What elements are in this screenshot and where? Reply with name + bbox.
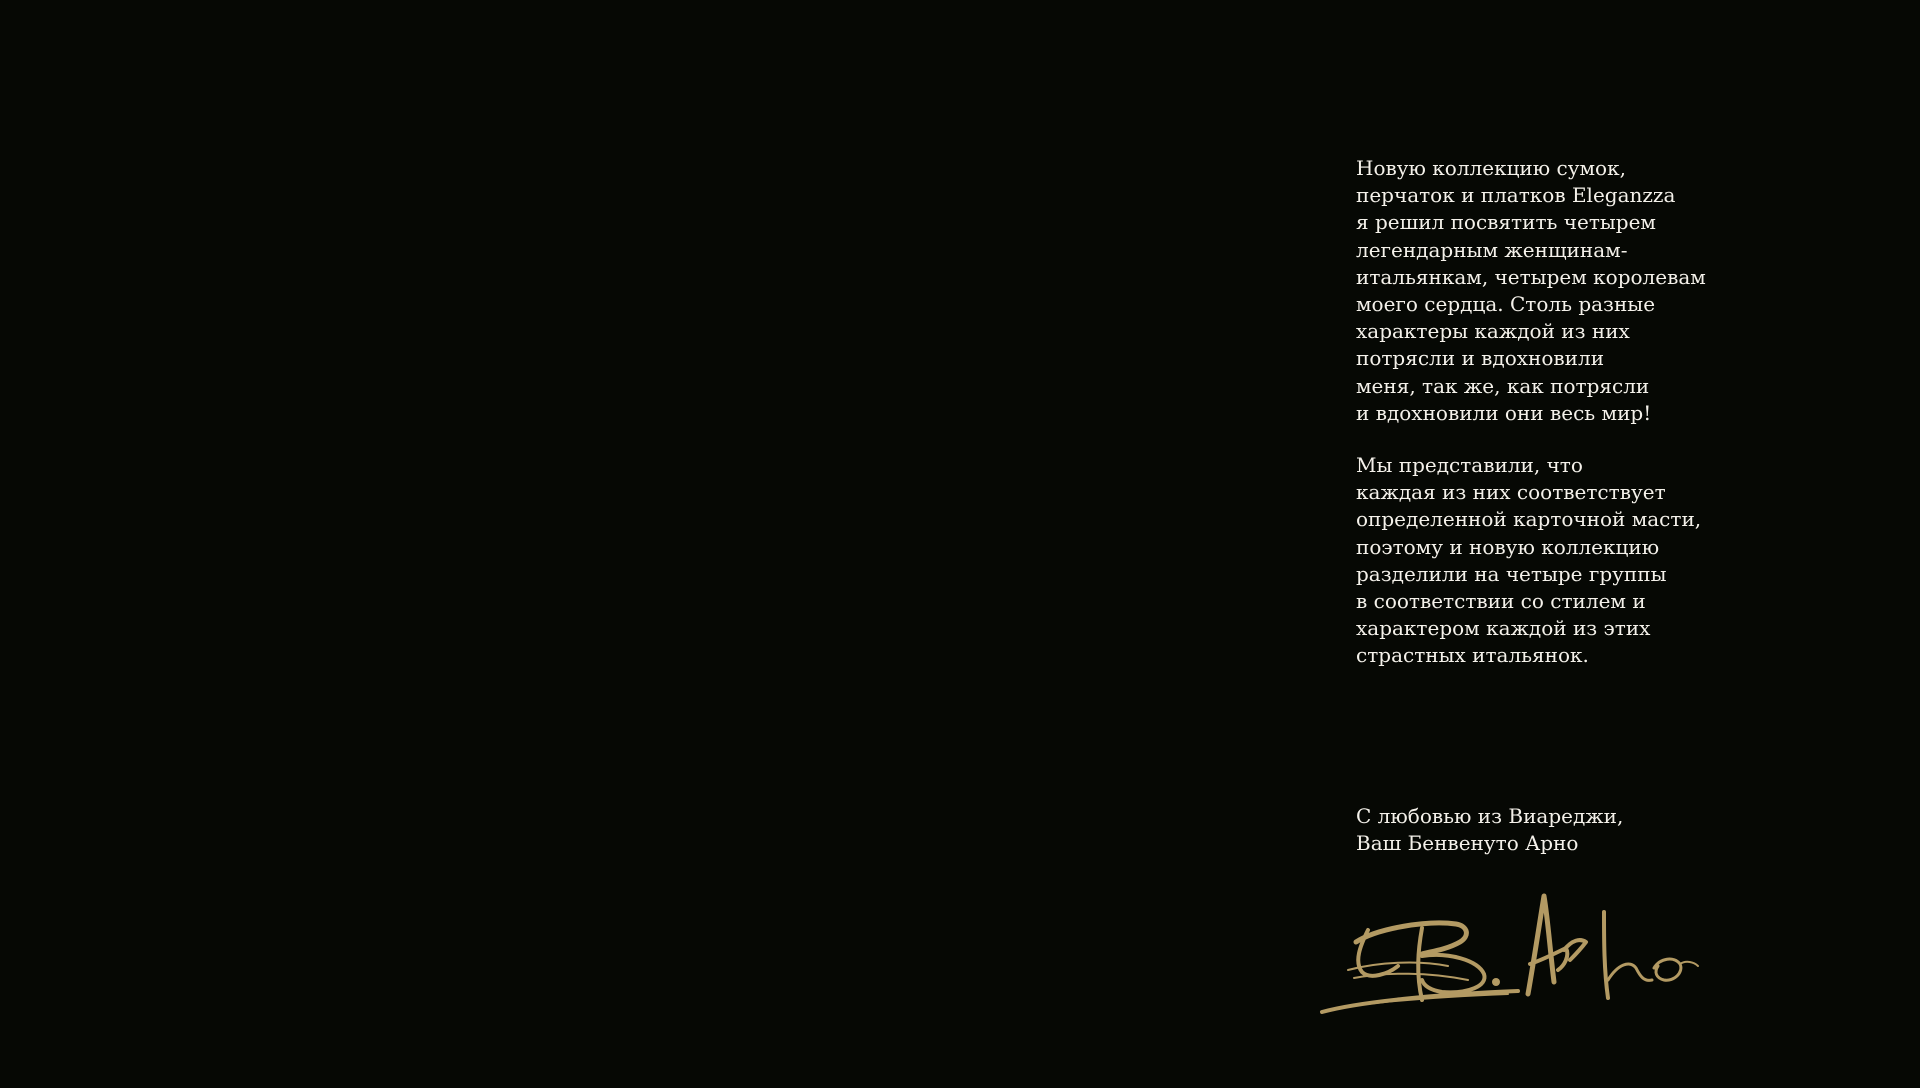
paragraph-line: итальянкам, четырем королевам [1356,264,1706,289]
signature-stroke [1358,930,1398,976]
paragraph-line: потрясли и вдохновили [1356,346,1605,371]
signature-stroke [1528,896,1554,994]
signature-stroke [1604,912,1608,998]
paragraph-line: разделили на четыре группы [1356,561,1667,586]
paragraph-line: Новую коллекцию сумок, [1356,156,1626,180]
signature-stroke [1418,928,1422,1000]
paragraph-line: перчаток и платков Eleganzza [1356,183,1676,208]
signature-stroke [1356,923,1466,954]
paragraph-line: легендарным женщинам- [1356,237,1628,262]
paragraph-line: и вдохновили они весь мир! [1356,400,1652,425]
paragraph-line: каждая из них соответствует [1356,480,1666,505]
paragraph-line: в соответствии со стилем и [1356,589,1646,614]
paragraph-line: страстных итальянок. [1356,643,1589,668]
paragraph-line: характером каждой из этих [1356,616,1651,641]
handwritten-signature [1318,890,1704,1020]
signature-dot [1492,978,1500,986]
closing-line: Ваш Бенвенуто Арно [1356,831,1579,856]
signature-stroke [1680,962,1698,966]
signature-stroke [1422,955,1485,992]
paragraph-line: моего сердца. Столь разные [1356,292,1656,317]
letter-paragraph-2 [1356,452,1796,670]
signature-stroke [1654,959,1681,980]
paragraph-line: я решил посвятить четырем [1356,210,1656,235]
letter-paragraph-1 [1356,155,1796,427]
signature-stroke [1608,964,1652,980]
paragraph-line: меня, так же, как потрясли [1356,373,1650,398]
paragraph-line: характеры каждой из них [1356,319,1630,344]
closing-line: С любовью из Виареджи, [1356,804,1624,828]
letter-closing [1356,803,1796,857]
paragraph-line: Мы представили, что [1356,453,1583,477]
paragraph-line: поэтому и новую коллекцию [1356,534,1660,559]
paragraph-line: определенной карточной масти, [1356,507,1702,532]
